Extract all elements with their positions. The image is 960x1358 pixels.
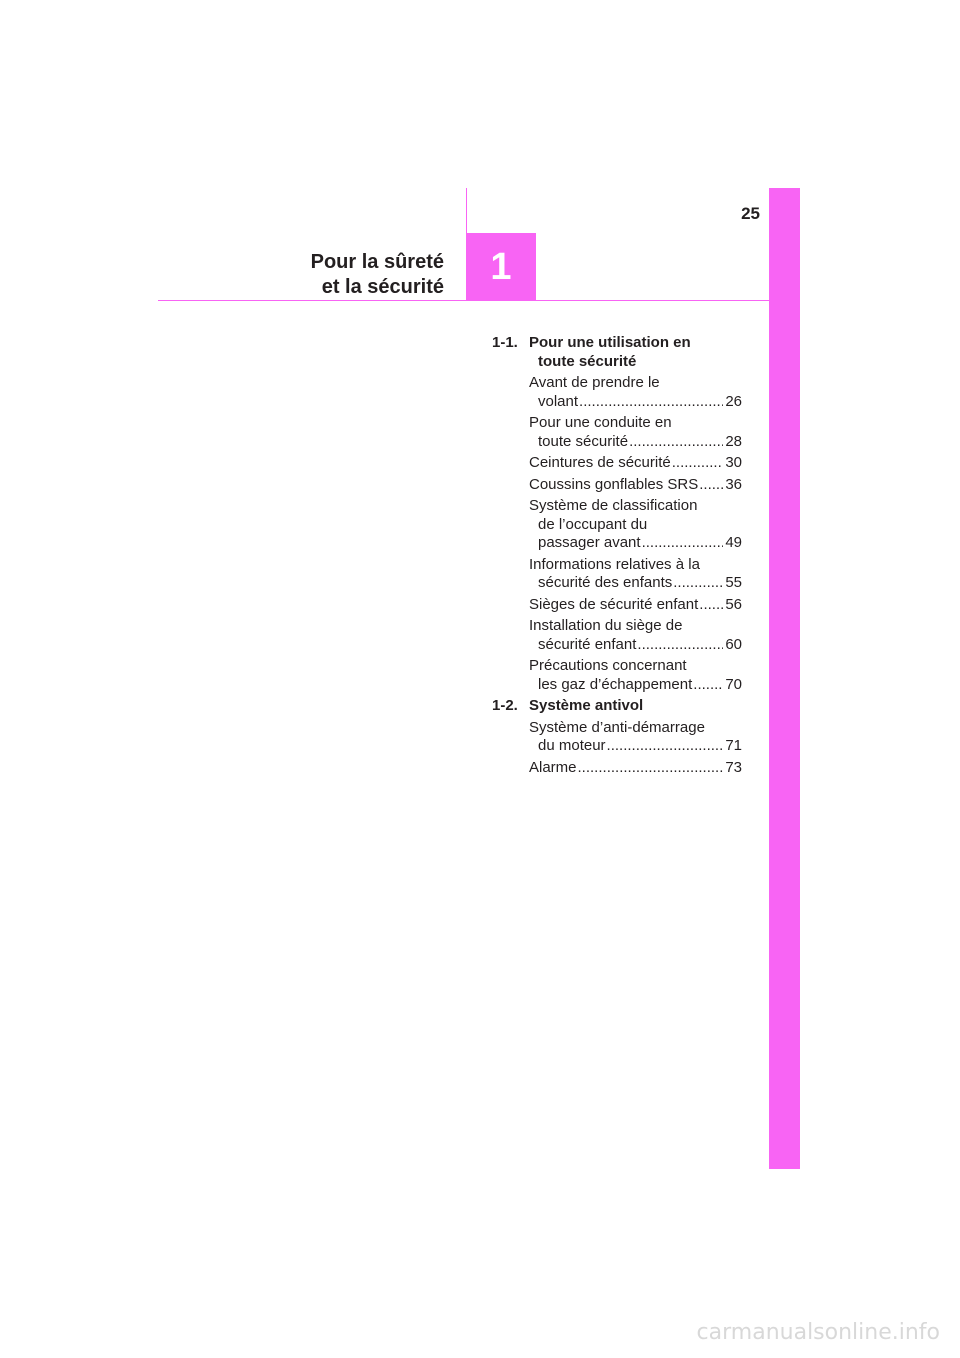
toc-entry[interactable] xyxy=(529,617,742,654)
toc-dot-leader xyxy=(673,574,723,593)
toc-section-title-line: Système antivol xyxy=(529,697,644,714)
toc-entry-page: 60 xyxy=(725,635,742,653)
toc-entry-page: 30 xyxy=(725,454,742,471)
table-of-contents xyxy=(492,334,742,780)
header-rule xyxy=(158,300,769,301)
toc-dot-leader xyxy=(578,759,724,778)
toc-dot-leader xyxy=(642,534,724,553)
toc-dot-leader xyxy=(629,433,723,452)
toc-entry[interactable] xyxy=(529,657,742,694)
toc-dot-leader xyxy=(693,676,723,695)
toc-entry-leader-line xyxy=(529,534,742,553)
toc-entry-text-line: Informations relatives à la xyxy=(529,555,700,573)
toc-entry-text: Coussins gonflables SRS xyxy=(529,475,699,493)
watermark: carmanualsonline.info xyxy=(696,1320,940,1345)
toc-entry-text: Alarme xyxy=(529,758,577,776)
toc-entry-leader-line xyxy=(529,636,742,655)
toc-entry-text-line: de l’occupant du xyxy=(538,515,648,533)
toc-entry-text: du moteur xyxy=(538,737,606,754)
toc-entry-page: 73 xyxy=(725,758,742,776)
toc-entry-text-line: Avant de prendre le xyxy=(529,374,660,391)
toc-entry-page: 56 xyxy=(725,595,742,613)
toc-entry-text: Sièges de sécurité enfant xyxy=(529,595,699,613)
toc-dot-leader xyxy=(579,393,723,412)
page-number: 25 xyxy=(741,204,760,223)
toc-entry-text: sécurité enfant xyxy=(538,635,637,653)
header-vertical-rule xyxy=(466,188,467,233)
toc-entry-page: 28 xyxy=(725,432,742,450)
toc-dot-leader xyxy=(672,454,724,473)
chapter-title-line-2: et la sécurité xyxy=(321,276,444,298)
toc-entry-page: 26 xyxy=(725,392,742,410)
toc-entry-text: les gaz d’échappement xyxy=(538,675,693,693)
toc-section-title xyxy=(529,334,742,371)
toc-section xyxy=(492,697,742,777)
toc-entry-text-line: Précautions concernant xyxy=(529,657,687,674)
toc-dot-leader xyxy=(607,737,724,756)
toc-entry-leader-line xyxy=(529,574,742,593)
chapter-number-box xyxy=(466,233,536,301)
toc-entry-leader-line xyxy=(529,676,742,695)
chapter-title-line-1: Pour la sûreté xyxy=(310,251,444,273)
toc-entry-text-line: Système de classification xyxy=(529,497,698,514)
toc-entry-page: 55 xyxy=(725,574,742,591)
toc-entry-text: toute sécurité xyxy=(538,432,629,450)
toc-entry-leader-line xyxy=(529,759,742,778)
toc-entry-page: 36 xyxy=(725,475,742,493)
chapter-number: 1 xyxy=(490,245,512,288)
toc-dot-leader xyxy=(699,596,723,615)
toc-section-number: 1-1. xyxy=(492,334,518,351)
chapter-title xyxy=(240,250,444,300)
toc-entry-leader-line xyxy=(529,476,742,495)
toc-entry-leader-line xyxy=(529,433,742,452)
toc-entry-text: volant xyxy=(538,392,579,410)
toc-entry-text: Ceintures de sécurité xyxy=(529,454,671,471)
toc-entry[interactable] xyxy=(529,476,742,495)
toc-entry-page: 70 xyxy=(725,675,742,693)
toc-entry[interactable] xyxy=(529,719,742,756)
toc-section-title xyxy=(529,697,742,716)
toc-entry-text-line: Système d’anti-démarrage xyxy=(529,718,705,736)
toc-entry-leader-line xyxy=(529,737,742,756)
toc-section-number: 1-2. xyxy=(492,697,518,714)
toc-entry-leader-line xyxy=(529,596,742,615)
toc-entry[interactable] xyxy=(529,414,742,451)
toc-entry-text-line: Pour une conduite en xyxy=(529,414,672,431)
toc-section-title-line: toute sécurité xyxy=(538,352,637,370)
toc-entry[interactable] xyxy=(529,497,742,553)
toc-entry[interactable] xyxy=(529,374,742,411)
toc-dot-leader xyxy=(699,476,723,495)
toc-entry[interactable] xyxy=(529,596,742,615)
toc-entry-leader-line xyxy=(529,393,742,412)
toc-entry-leader-line xyxy=(529,454,742,473)
toc-entry-text-line: Installation du siège de xyxy=(529,617,683,634)
toc-entry[interactable] xyxy=(529,759,742,778)
toc-entry-text: sécurité des enfants xyxy=(538,574,673,591)
toc-section-title-line: Pour une utilisation en xyxy=(529,334,691,351)
toc-section xyxy=(492,334,742,694)
toc-entry-page: 71 xyxy=(725,737,742,754)
toc-entry-page: 49 xyxy=(725,534,742,551)
toc-dot-leader xyxy=(637,636,723,655)
chapter-side-tab xyxy=(769,188,800,1169)
toc-entry[interactable] xyxy=(529,556,742,593)
toc-entry-text: passager avant xyxy=(538,534,641,551)
toc-entry[interactable] xyxy=(529,454,742,473)
